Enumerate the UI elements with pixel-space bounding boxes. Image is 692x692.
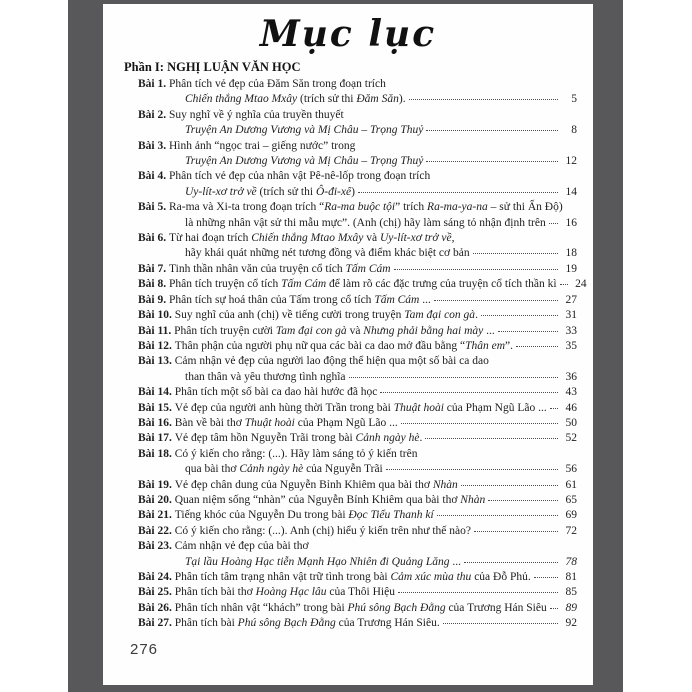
toc-entry-text: Bài 22. Có ý kiến cho rằng: (...). Anh (chị) hiểu ý kiến trên như thế nào? — [138, 524, 471, 537]
toc-entry-page: 89 — [565, 601, 577, 614]
toc-entry-text: Bài 21. Tiếng khóc của Nguyễn Du trong bài Đọc Tiểu Thanh kí — [138, 509, 434, 522]
dot-leader — [481, 315, 558, 316]
toc-entry-line — [124, 308, 577, 323]
toc-entry-label: Bài 20. — [138, 493, 175, 506]
toc-list — [124, 77, 587, 632]
toc-entry-line — [124, 570, 577, 585]
toc-entry-text: Bài 13. Cảm nhận vẻ đẹp của người lao động thể hiện qua một số bài ca dao — [138, 355, 489, 368]
toc-entry-page: 36 — [565, 370, 577, 383]
dot-leader — [398, 592, 558, 593]
toc-entry-label: Bài 12. — [138, 339, 175, 352]
toc-entry-page: 33 — [565, 324, 577, 337]
toc-entry-text: than thân và yêu thương tình nghĩa — [185, 370, 346, 383]
toc-entry-line — [124, 462, 577, 477]
dot-leader — [386, 469, 558, 470]
toc-entry-page: 56 — [565, 463, 577, 476]
toc-entry-line — [124, 185, 577, 200]
toc-entry-text: Bài 26. Phân tích nhân vật “khách” trong bài Phú sông Bạch Đằng của Trương Hán Siêu — [138, 601, 547, 614]
toc-entry-page: 18 — [565, 247, 577, 260]
page — [103, 4, 593, 685]
toc-entry-text: Bài 2. Suy nghĩ về ý nghĩa của truyền thuyết — [138, 108, 344, 121]
toc-entry-page: 92 — [565, 617, 577, 630]
dot-leader — [474, 531, 558, 532]
toc-entry-line — [124, 370, 577, 385]
toc-entry-page: 31 — [565, 309, 577, 322]
toc-entry-page: 85 — [565, 586, 577, 599]
toc-entry-page: 12 — [565, 155, 577, 168]
toc-entry-line — [124, 478, 577, 493]
dot-leader — [516, 346, 558, 347]
toc-entry-page: 61 — [565, 478, 577, 491]
toc-entry-label: Bài 19. — [138, 478, 175, 491]
toc-entry-label: Bài 13. — [138, 355, 175, 368]
toc-entry-page: 50 — [565, 416, 577, 429]
dot-leader — [426, 130, 558, 131]
toc-entry-page: 78 — [565, 555, 577, 568]
toc-entry-text: Bài 16. Bàn về bài thơ Thuật hoài của Phạm Ngũ Lão ... — [138, 416, 398, 429]
toc-entry-line — [124, 108, 577, 123]
toc-entry-text: Bài 5. Ra-ma và Xi-ta trong đoạn trích “Ra-ma buộc tội” trích Ra-ma-ya-na – sử thi Ấn Độ) — [138, 201, 563, 214]
toc-entry-page: 27 — [565, 293, 577, 306]
toc-entry-page: 5 — [571, 93, 577, 106]
dot-leader — [550, 608, 558, 609]
toc-entry-text: Bài 20. Quan niệm sống “nhàn” của Nguyễn Bỉnh Khiêm qua bài thơ Nhàn — [138, 493, 486, 506]
toc-entry-line — [124, 200, 577, 215]
toc-entry-label: Bài 21. — [138, 509, 175, 522]
toc-entry-text: Bài 23. Cảm nhận vẻ đẹp của bài thơ — [138, 540, 309, 553]
dot-leader — [401, 423, 558, 424]
toc-entry-page: 72 — [565, 524, 577, 537]
toc-entry-label: Bài 14. — [138, 386, 175, 399]
toc-entry-text: Uy-lít-xơ trở về (trích sử thi Ô-đi-xê) — [185, 185, 355, 198]
toc-entry-line — [124, 339, 577, 354]
toc-entry-label: Bài 27. — [138, 617, 175, 630]
toc-entry-label: Bài 10. — [138, 309, 175, 322]
toc-entry-text: Bài 6. Từ hai đoạn trích Chiến thắng Mtao Mxây và Uy-lít-xơ trở về, — [138, 232, 455, 245]
toc-entry-page: 8 — [571, 124, 577, 137]
toc-entry-text: Bài 11. Phân tích truyện cười Tam đại con gà và Nhưng phải bằng hai mày ... — [138, 324, 495, 337]
toc-entry-line — [124, 92, 577, 107]
toc-entry-line — [124, 585, 577, 600]
dot-leader — [409, 99, 558, 100]
toc-entry-label: Bài 15. — [138, 401, 175, 414]
toc-entry-text: Bài 12. Thân phận của người phụ nữ qua các bài ca dao mở đầu bằng “Thân em”. — [138, 339, 513, 352]
toc-entry-line — [124, 493, 577, 508]
toc-entry-label: Bài 7. — [138, 262, 169, 275]
toc-entry-text: Tại lầu Hoàng Hạc tiễn Mạnh Hạo Nhiên đi Quảng Lăng ... — [185, 555, 461, 568]
toc-entry-line — [124, 601, 577, 616]
toc-entry-page: 81 — [565, 571, 577, 583]
toc-entry-label: Bài 18. — [138, 447, 175, 460]
toc-entry-line — [124, 246, 577, 261]
dot-leader — [560, 284, 568, 285]
toc-entry-text: Bài 7. Tinh thần nhân văn của truyện cổ tích Tấm Cám — [138, 262, 391, 275]
toc-entry-label: Bài 26. — [138, 601, 175, 614]
toc-entry-text: Bài 25. Phân tích bài thơ Hoàng Hạc lâu của Thôi Hiệu — [138, 586, 395, 599]
dot-leader — [394, 269, 558, 270]
toc-entry-label: Bài 25. — [138, 586, 175, 599]
toc-entry-page: 46 — [565, 401, 577, 414]
toc-entry-label: Bài 6. — [138, 232, 169, 245]
toc-entry-line — [124, 293, 577, 308]
toc-entry-text: Bài 15. Vẻ đẹp của người anh hùng thời Trần trong bài Thuật hoài của Phạm Ngũ Lão ... — [138, 401, 547, 414]
toc-entry-text: Bài 3. Hình ảnh “ngọc trai – giếng nước” trong — [138, 139, 356, 152]
toc-entry-line — [124, 262, 577, 277]
toc-entry-line — [124, 524, 577, 539]
toc-entry-line — [124, 231, 577, 246]
toc-entry-line — [124, 539, 577, 554]
dot-leader — [358, 192, 558, 193]
toc-entry-line — [124, 508, 577, 523]
dot-leader — [437, 515, 558, 516]
toc-entry-label: Bài 11. — [138, 324, 175, 337]
toc-entry-text: qua bài thơ Cảnh ngày hè của Nguyễn Trãi — [185, 463, 383, 476]
toc-entry-page: 69 — [565, 509, 577, 522]
toc-entry-line — [124, 431, 577, 446]
dot-leader — [461, 485, 558, 486]
toc-entry-label: Bài 4. — [138, 170, 169, 183]
toc-entry-page: 65 — [565, 493, 577, 506]
dot-leader — [426, 161, 558, 162]
toc-entry-label: Bài 8. — [138, 278, 169, 291]
toc-entry-line — [124, 616, 577, 631]
page-title: Mục lục — [259, 13, 437, 55]
toc-entry-label: Bài 17. — [138, 432, 175, 445]
toc-entry-text: Bài 19. Vẻ đẹp chân dung của Nguyễn Bỉnh Khiêm qua bài thơ Nhàn — [138, 478, 458, 491]
dot-leader — [549, 223, 558, 224]
toc-entry-page: 19 — [565, 262, 577, 275]
toc-entry-line — [124, 555, 577, 570]
toc-entry-text: hãy khái quát những nét tương đồng và điểm khác biệt cơ bản — [185, 247, 470, 260]
toc-entry-text: Bài 14. Phân tích một số bài ca dao hài hước đã học — [138, 386, 378, 399]
toc-entry-line — [124, 216, 577, 231]
toc-entry-line — [124, 324, 577, 339]
dot-leader — [498, 331, 558, 332]
dot-leader — [434, 300, 558, 301]
toc-entry-page: 35 — [565, 339, 577, 352]
toc-entry-line — [124, 447, 577, 462]
toc-entry-line — [124, 77, 577, 92]
toc-entry-line — [124, 385, 577, 400]
toc-entry-text: Truyện An Dương Vương và Mị Châu – Trọng Thuỷ — [185, 124, 424, 137]
toc-entry-text: Chiến thắng Mtao Mxây (trích sử thi Đăm Săn). — [185, 93, 406, 106]
toc-entry-text: Bài 10. Suy nghĩ của anh (chị) về tiếng cười trong truyện Tam đại con gà. — [138, 309, 478, 322]
toc-entry-line — [124, 277, 587, 292]
toc-entry-text: Bài 1. Phân tích vẻ đẹp của Đăm Săn trong đoạn trích — [138, 78, 386, 90]
toc-entry-page: 16 — [565, 216, 577, 229]
toc-entry-line — [124, 401, 577, 416]
toc-entry-text: Bài 4. Phân tích vẻ đẹp của nhân vật Pê-nê-lốp trong đoạn trích — [138, 170, 431, 183]
toc-entry-label: Bài 23. — [138, 540, 175, 553]
toc-entry-label: Bài 16. — [138, 416, 175, 429]
toc-entry-label: Bài 22. — [138, 524, 175, 537]
book-page-photo — [68, 0, 623, 692]
toc-entry-page: 24 — [575, 278, 587, 291]
toc-entry-page: 43 — [565, 386, 577, 399]
dot-leader — [425, 438, 558, 439]
dot-leader — [488, 500, 558, 501]
toc-entry-line — [124, 154, 577, 169]
toc-entry-label: Bài 1. — [138, 78, 169, 90]
toc-entry-text: Bài 18. Có ý kiến cho rằng: (...). Hãy làm sáng tỏ ý kiến trên — [138, 447, 418, 460]
toc-entry-label: Bài 24. — [138, 571, 175, 583]
toc-entry-text: Bài 27. Phân tích bài Phú sông Bạch Đằng của Trương Hán Siêu. — [138, 617, 440, 630]
dot-leader — [534, 577, 558, 578]
toc-entry-page: 52 — [565, 432, 577, 445]
toc-entry-line — [124, 416, 577, 431]
toc-entry-label: Bài 2. — [138, 108, 169, 121]
dot-leader — [380, 392, 558, 393]
toc-entry-line — [124, 123, 577, 138]
toc-entry-label: Bài 3. — [138, 139, 169, 152]
toc-entry-text: là những nhân vật sử thi mẫu mực”. (Anh (chị) hãy làm sáng tỏ nhận định trên — [185, 216, 546, 229]
toc-entry-label: Bài 5. — [138, 201, 169, 214]
toc-entry-text: Bài 24. Phân tích tâm trạng nhân vật trữ tình trong bài Cảm xúc mùa thu của Đỗ Phủ. — [138, 571, 531, 583]
dot-leader — [443, 623, 558, 624]
toc-entry-line — [124, 139, 577, 154]
toc-entry-line — [124, 169, 577, 184]
toc-entry-text: Truyện An Dương Vương và Mị Châu – Trọng Thuỷ — [185, 155, 424, 168]
dot-leader — [473, 253, 558, 254]
dot-leader — [550, 408, 558, 409]
toc-entry-label: Bài 9. — [138, 293, 169, 306]
toc-entry-page: 14 — [565, 185, 577, 198]
dot-leader — [464, 562, 558, 563]
toc-entry-text: Bài 17. Vẻ đẹp tâm hồn Nguyễn Trãi trong bài Cảnh ngày hè. — [138, 432, 423, 445]
toc-entry-text: Bài 8. Phân tích truyện cổ tích Tấm Cám để làm rõ các đặc trưng của truyện cổ tích thần kì — [138, 278, 557, 291]
page-number-footer: 276 — [130, 641, 159, 658]
toc-entry-text: Bài 9. Phân tích sự hoá thân của Tấm trong cổ tích Tấm Cám ... — [138, 293, 431, 306]
dot-leader — [349, 377, 558, 378]
toc-entry-line — [124, 354, 577, 369]
section-heading: Phần I: NGHỊ LUẬN VĂN HỌC — [124, 60, 301, 74]
